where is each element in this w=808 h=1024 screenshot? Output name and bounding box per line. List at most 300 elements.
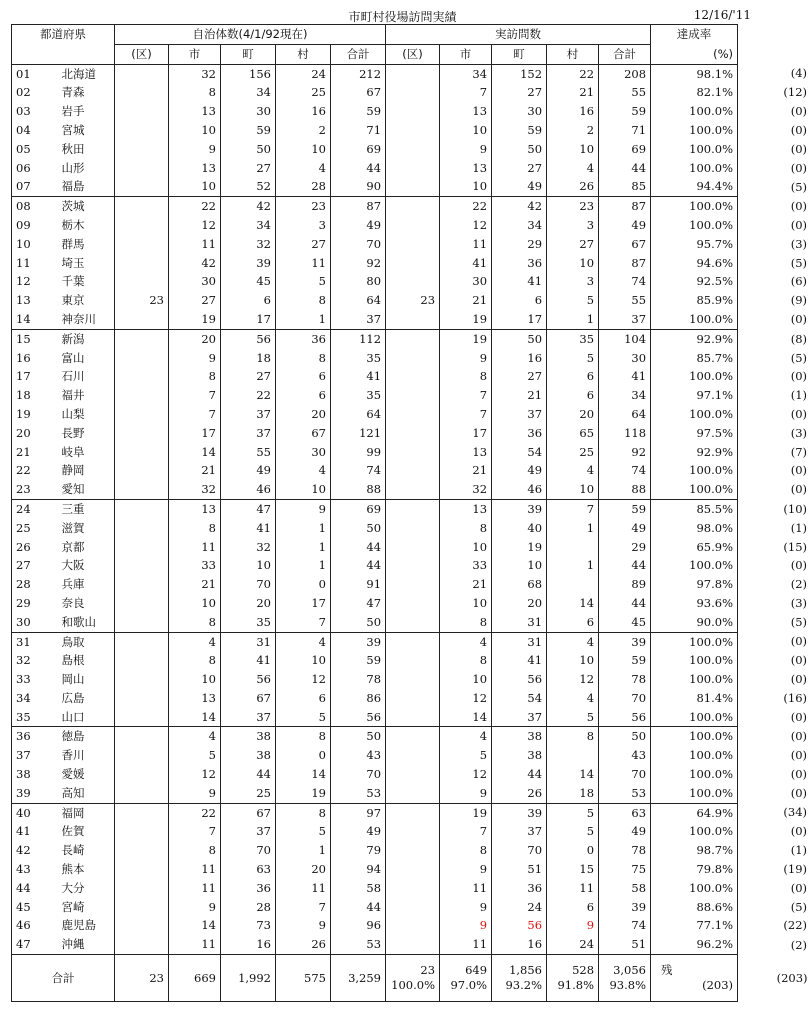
shi-count: 9 xyxy=(169,140,221,159)
visited-total: 78 xyxy=(599,670,651,689)
total-count: 35 xyxy=(331,386,386,405)
achievement-rate: 100.0% xyxy=(651,556,738,575)
machi-count: 45 xyxy=(221,272,276,291)
visited-shi: 9 xyxy=(440,860,492,879)
visited-total: 43 xyxy=(599,746,651,765)
visited-total: 59 xyxy=(599,499,651,518)
visited-mura: 14 xyxy=(547,594,599,613)
total-count: 64 xyxy=(331,291,386,310)
visited-mura: 6 xyxy=(547,367,599,386)
visited-shi: 7 xyxy=(440,83,492,102)
visited-ku xyxy=(386,575,440,594)
visited-shi: 5 xyxy=(440,746,492,765)
visited-ku xyxy=(386,102,440,121)
machi-count: 47 xyxy=(221,499,276,518)
visited-total: 41 xyxy=(599,367,651,386)
pref-name: 千葉 xyxy=(54,272,115,291)
machi-count: 55 xyxy=(221,443,276,462)
visited-machi: 46 xyxy=(492,480,547,499)
visited-ku xyxy=(386,879,440,898)
shi-count: 4 xyxy=(169,727,221,746)
table-row xyxy=(12,121,808,140)
visited-mura: 10 xyxy=(547,651,599,670)
pref-number: 06 xyxy=(12,159,54,178)
remaining-count: (3) xyxy=(790,425,808,440)
achievement-rate: 100.0% xyxy=(651,480,738,499)
shi-count: 10 xyxy=(169,177,221,196)
visited-machi: 20 xyxy=(492,594,547,613)
shi-count: 8 xyxy=(169,841,221,860)
visited-total: 208 xyxy=(599,64,651,83)
pref-number: 47 xyxy=(12,935,54,954)
mura-count: 14 xyxy=(276,765,331,784)
visited-shi: 13 xyxy=(440,159,492,178)
visited-mura: 20 xyxy=(547,405,599,424)
total-count: 56 xyxy=(331,708,386,727)
pref-name: 長野 xyxy=(54,424,115,443)
achievement-rate: 96.2% xyxy=(651,935,738,954)
remaining-count: (4) xyxy=(790,66,808,81)
visited-ku xyxy=(386,197,440,216)
visited-mura: 10 xyxy=(547,254,599,273)
mura-count: 23 xyxy=(276,197,331,216)
ku-count xyxy=(115,556,169,575)
visited-machi: 27 xyxy=(492,83,547,102)
visited-machi: 10 xyxy=(492,556,547,575)
visited-mura: 14 xyxy=(547,765,599,784)
ku-count xyxy=(115,538,169,557)
table-row xyxy=(12,197,808,216)
achievement-rate: 100.0% xyxy=(651,197,738,216)
pref-name: 佐賀 xyxy=(54,822,115,841)
table-row xyxy=(12,272,808,291)
visited-mura: 3 xyxy=(547,216,599,235)
visited-machi: 54 xyxy=(492,689,547,708)
visited-machi: 49 xyxy=(492,177,547,196)
mura-count: 28 xyxy=(276,177,331,196)
achievement-rate: 98.7% xyxy=(651,841,738,860)
visited-total: 56 xyxy=(599,708,651,727)
table-row xyxy=(12,480,808,499)
achievement-rate: 92.5% xyxy=(651,272,738,291)
achievement-rate: 100.0% xyxy=(651,784,738,803)
mura-count: 4 xyxy=(276,159,331,178)
achievement-rate: 100.0% xyxy=(651,670,738,689)
visited-shi: 21 xyxy=(440,291,492,310)
machi-count: 37 xyxy=(221,822,276,841)
ku-count xyxy=(115,708,169,727)
ku-count xyxy=(115,272,169,291)
table-row xyxy=(12,386,808,405)
visited-ku xyxy=(386,746,440,765)
visited-ku xyxy=(386,159,440,178)
visited-total: 29 xyxy=(599,538,651,557)
achievement-rate: 100.0% xyxy=(651,708,738,727)
shi-count: 8 xyxy=(169,613,221,632)
achievement-rate: 100.0% xyxy=(651,822,738,841)
visited-total: 85 xyxy=(599,177,651,196)
mura-count: 0 xyxy=(276,575,331,594)
pref-name: 福島 xyxy=(54,177,115,196)
table-row xyxy=(12,803,808,822)
achievement-rate: 100.0% xyxy=(651,367,738,386)
table-row xyxy=(12,102,808,121)
mura-count: 2 xyxy=(276,121,331,140)
visit-record-table xyxy=(11,24,808,1002)
total-count: 53 xyxy=(331,935,386,954)
shi-count: 11 xyxy=(169,538,221,557)
shi-count: 7 xyxy=(169,405,221,424)
remaining-count: (0) xyxy=(790,786,808,801)
visited-machi: 50 xyxy=(492,329,547,348)
total-count: 49 xyxy=(331,216,386,235)
achievement-rate: 100.0% xyxy=(651,216,738,235)
machi-count: 70 xyxy=(221,575,276,594)
ku-count xyxy=(115,102,169,121)
ku-count xyxy=(115,216,169,235)
visited-shi: 33 xyxy=(440,556,492,575)
table-row xyxy=(12,329,808,348)
mura-count: 8 xyxy=(276,291,331,310)
remaining-count: (0) xyxy=(790,463,808,478)
mura-count: 1 xyxy=(276,556,331,575)
total-count: 78 xyxy=(331,670,386,689)
shi-count: 17 xyxy=(169,424,221,443)
totals-row xyxy=(12,955,808,1002)
remaining-count: (34) xyxy=(783,805,808,820)
table-row xyxy=(12,594,808,613)
shi-count: 21 xyxy=(169,575,221,594)
mura-count: 10 xyxy=(276,480,331,499)
remaining-count: (0) xyxy=(790,748,808,763)
ku-count xyxy=(115,254,169,273)
visited-mura: 10 xyxy=(547,480,599,499)
visited-mura: 25 xyxy=(547,443,599,462)
pref-number: 13 xyxy=(12,291,54,310)
remaining-count: (0) xyxy=(790,122,808,137)
table-row xyxy=(12,140,808,159)
visited-total: 70 xyxy=(599,689,651,708)
visited-total: 75 xyxy=(599,860,651,879)
machi-count: 6 xyxy=(221,291,276,310)
visited-machi: 50 xyxy=(492,140,547,159)
visited-total: 44 xyxy=(599,594,651,613)
achievement-rate: 98.1% xyxy=(651,64,738,83)
shi-count: 9 xyxy=(169,898,221,917)
visited-total: 39 xyxy=(599,898,651,917)
remaining-count: (0) xyxy=(790,104,808,119)
machi-count: 35 xyxy=(221,613,276,632)
shi-count: 10 xyxy=(169,121,221,140)
table-row xyxy=(12,727,808,746)
mura-count: 27 xyxy=(276,235,331,254)
visited-ku xyxy=(386,64,440,83)
remaining-count: (12) xyxy=(783,85,808,100)
achievement-rate: 97.1% xyxy=(651,386,738,405)
visited-mura xyxy=(547,538,599,557)
visited-ku xyxy=(386,443,440,462)
ku-count xyxy=(115,386,169,405)
ku-count xyxy=(115,916,169,935)
report-date: 12/16/'11 xyxy=(693,8,751,22)
visited-ku xyxy=(386,461,440,480)
pref-name: 山口 xyxy=(54,708,115,727)
visited-shi: 12 xyxy=(440,765,492,784)
pref-name: 岩手 xyxy=(54,102,115,121)
visited-shi: 12 xyxy=(440,689,492,708)
visited-shi: 10 xyxy=(440,670,492,689)
shi-count: 14 xyxy=(169,708,221,727)
visited-machi: 38 xyxy=(492,727,547,746)
ku-count: 23 xyxy=(115,291,169,310)
header-municipalities: 自治体数(4/1/92現在) xyxy=(115,25,386,45)
table-row xyxy=(12,765,808,784)
header-visits: 実訪問数 xyxy=(386,25,651,45)
visited-shi: 8 xyxy=(440,519,492,538)
visited-machi: 37 xyxy=(492,708,547,727)
visited-mura: 2 xyxy=(547,121,599,140)
pref-name: 宮崎 xyxy=(54,898,115,917)
visited-total: 104 xyxy=(599,329,651,348)
visited-shi: 9 xyxy=(440,898,492,917)
remaining-count: (2) xyxy=(790,577,808,592)
machi-count: 67 xyxy=(221,803,276,822)
achievement-rate: 85.7% xyxy=(651,349,738,368)
mura-count: 1 xyxy=(276,841,331,860)
table-row xyxy=(12,632,808,651)
visited-total: 55 xyxy=(599,83,651,102)
total-count: 212 xyxy=(331,64,386,83)
achievement-rate: 79.8% xyxy=(651,860,738,879)
achievement-rate: 100.0% xyxy=(651,879,738,898)
remaining-count: (2) xyxy=(790,937,808,952)
pref-name: 新潟 xyxy=(54,329,115,348)
remaining-count: (3) xyxy=(790,595,808,610)
visited-ku: 23 xyxy=(386,291,440,310)
visited-mura: 21 xyxy=(547,83,599,102)
total-count: 50 xyxy=(331,613,386,632)
pref-number: 45 xyxy=(12,898,54,917)
visited-ku xyxy=(386,935,440,954)
table-row xyxy=(12,443,808,462)
pref-number: 41 xyxy=(12,822,54,841)
total-count: 47 xyxy=(331,594,386,613)
ku-count xyxy=(115,140,169,159)
visited-mura: 35 xyxy=(547,329,599,348)
ku-count xyxy=(115,310,169,329)
visited-ku xyxy=(386,727,440,746)
visited-machi: 30 xyxy=(492,102,547,121)
ku-count xyxy=(115,841,169,860)
shi-count: 8 xyxy=(169,83,221,102)
pref-name: 埼玉 xyxy=(54,254,115,273)
totals-machi: 1,992 xyxy=(221,955,276,1002)
achievement-rate: 97.8% xyxy=(651,575,738,594)
ku-count xyxy=(115,632,169,651)
pref-name: 秋田 xyxy=(54,140,115,159)
total-count: 71 xyxy=(331,121,386,140)
ku-count xyxy=(115,480,169,499)
pref-number: 44 xyxy=(12,879,54,898)
remaining-count: (0) xyxy=(790,729,808,744)
visited-total: 53 xyxy=(599,784,651,803)
mura-count: 36 xyxy=(276,329,331,348)
ku-count xyxy=(115,235,169,254)
total-count: 44 xyxy=(331,538,386,557)
table-row xyxy=(12,784,808,803)
pref-number: 09 xyxy=(12,216,54,235)
visited-mura: 1 xyxy=(547,310,599,329)
total-count: 67 xyxy=(331,83,386,102)
visited-machi: 44 xyxy=(492,765,547,784)
mura-count: 3 xyxy=(276,216,331,235)
visited-mura: 6 xyxy=(547,898,599,917)
visited-shi: 14 xyxy=(440,708,492,727)
remaining-count: (0) xyxy=(790,634,808,649)
pref-number: 16 xyxy=(12,349,54,368)
header-visit-machi: 町 xyxy=(492,44,547,64)
shi-count: 32 xyxy=(169,480,221,499)
visited-shi: 7 xyxy=(440,386,492,405)
mura-count: 6 xyxy=(276,386,331,405)
machi-count: 31 xyxy=(221,632,276,651)
visited-mura: 4 xyxy=(547,689,599,708)
totals-remaining: 残 (203) xyxy=(651,955,738,1002)
visited-mura: 6 xyxy=(547,613,599,632)
pref-number: 39 xyxy=(12,784,54,803)
table-row xyxy=(12,916,808,935)
visited-shi: 8 xyxy=(440,841,492,860)
achievement-rate: 64.9% xyxy=(651,803,738,822)
remaining-count: (6) xyxy=(790,274,808,289)
remaining-count: (0) xyxy=(790,672,808,687)
totals-visited-machi: 1,856 93.2% xyxy=(492,955,547,1002)
remaining-count: (16) xyxy=(783,690,808,705)
visited-ku xyxy=(386,499,440,518)
mura-count: 1 xyxy=(276,310,331,329)
mura-count: 6 xyxy=(276,367,331,386)
remaining-count: (0) xyxy=(790,709,808,724)
pref-name: 熊本 xyxy=(54,860,115,879)
machi-count: 42 xyxy=(221,197,276,216)
visited-mura: 10 xyxy=(547,140,599,159)
visited-total: 49 xyxy=(599,216,651,235)
mura-count: 8 xyxy=(276,349,331,368)
pref-number: 34 xyxy=(12,689,54,708)
visited-mura: 9 xyxy=(547,916,599,935)
visited-shi: 19 xyxy=(440,329,492,348)
machi-count: 39 xyxy=(221,254,276,273)
ku-count xyxy=(115,765,169,784)
mura-count: 17 xyxy=(276,594,331,613)
visited-ku xyxy=(386,386,440,405)
ku-count xyxy=(115,197,169,216)
header-pct: (%) xyxy=(651,44,738,64)
shi-count: 11 xyxy=(169,235,221,254)
visited-total: 88 xyxy=(599,480,651,499)
mura-count: 20 xyxy=(276,860,331,879)
pref-number: 43 xyxy=(12,860,54,879)
machi-count: 52 xyxy=(221,177,276,196)
table-row xyxy=(12,519,808,538)
visited-ku xyxy=(386,424,440,443)
visited-shi: 9 xyxy=(440,916,492,935)
visited-total: 44 xyxy=(599,159,651,178)
mura-count: 6 xyxy=(276,689,331,708)
visited-total: 51 xyxy=(599,935,651,954)
ku-count xyxy=(115,424,169,443)
visited-total: 30 xyxy=(599,349,651,368)
visited-total: 59 xyxy=(599,102,651,121)
visited-machi: 27 xyxy=(492,367,547,386)
visited-shi: 21 xyxy=(440,575,492,594)
visited-shi: 10 xyxy=(440,121,492,140)
achievement-rate: 100.0% xyxy=(651,765,738,784)
visited-machi: 36 xyxy=(492,879,547,898)
visited-mura: 1 xyxy=(547,519,599,538)
pref-number: 42 xyxy=(12,841,54,860)
shi-count: 22 xyxy=(169,197,221,216)
shi-count: 7 xyxy=(169,386,221,405)
total-count: 59 xyxy=(331,102,386,121)
pref-number: 27 xyxy=(12,556,54,575)
total-count: 44 xyxy=(331,898,386,917)
visited-ku xyxy=(386,632,440,651)
achievement-rate: 100.0% xyxy=(651,461,738,480)
pref-number: 08 xyxy=(12,197,54,216)
total-count: 70 xyxy=(331,235,386,254)
totals-visited-ku: 23 100.0% xyxy=(386,955,440,1002)
visited-total: 74 xyxy=(599,916,651,935)
achievement-rate: 88.6% xyxy=(651,898,738,917)
ku-count xyxy=(115,651,169,670)
visited-shi: 11 xyxy=(440,879,492,898)
header-mura: 村 xyxy=(276,44,331,64)
mura-count: 11 xyxy=(276,254,331,273)
achievement-rate: 100.0% xyxy=(651,727,738,746)
total-count: 90 xyxy=(331,177,386,196)
table-row xyxy=(12,310,808,329)
machi-count: 27 xyxy=(221,367,276,386)
visited-ku xyxy=(386,594,440,613)
mura-count: 5 xyxy=(276,708,331,727)
pref-name: 鹿児島 xyxy=(54,916,115,935)
visited-mura: 23 xyxy=(547,197,599,216)
pref-name: 岐阜 xyxy=(54,443,115,462)
pref-number: 18 xyxy=(12,386,54,405)
visited-ku xyxy=(386,670,440,689)
visited-machi: 56 xyxy=(492,670,547,689)
shi-count: 13 xyxy=(169,499,221,518)
total-count: 69 xyxy=(331,499,386,518)
remaining-count: (0) xyxy=(790,312,808,327)
pref-name: 茨城 xyxy=(54,197,115,216)
ku-count xyxy=(115,935,169,954)
pref-name: 岡山 xyxy=(54,670,115,689)
visited-machi: 27 xyxy=(492,159,547,178)
visited-mura: 5 xyxy=(547,708,599,727)
table-row xyxy=(12,235,808,254)
visited-mura: 4 xyxy=(547,632,599,651)
visited-machi: 68 xyxy=(492,575,547,594)
visited-machi: 59 xyxy=(492,121,547,140)
visited-shi: 34 xyxy=(440,64,492,83)
visited-mura xyxy=(547,746,599,765)
machi-count: 17 xyxy=(221,310,276,329)
visited-mura: 22 xyxy=(547,64,599,83)
visited-machi: 31 xyxy=(492,632,547,651)
ku-count xyxy=(115,177,169,196)
